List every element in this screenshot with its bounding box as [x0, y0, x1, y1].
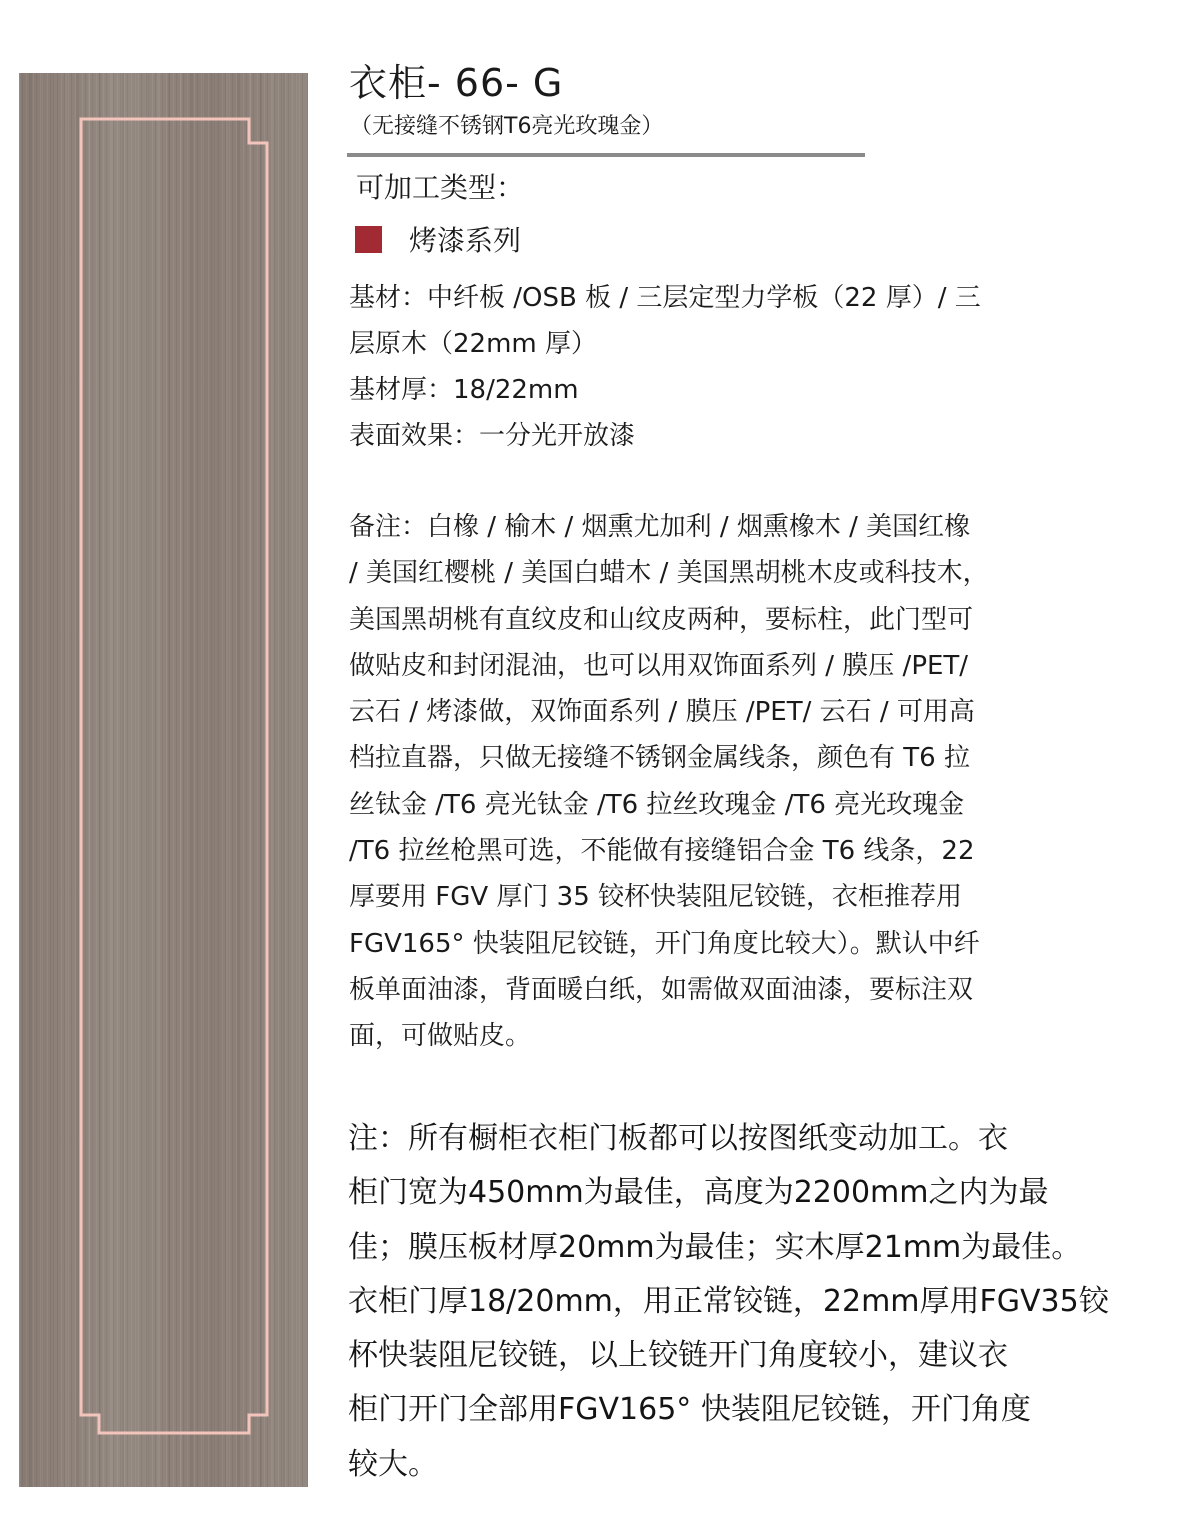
series-item — [355, 221, 521, 257]
remark-line: 备注：白橡 / 榆木 / 烟熏尤加利 / 烟熏橡木 / 美国红橡 — [349, 512, 971, 542]
door-panel-image — [19, 73, 308, 1487]
remark-line: 板单面油漆，背面暖白纸，如需做双面油漆，要标注双 — [349, 974, 974, 1005]
processing-type-label: 可加工类型： — [356, 171, 525, 204]
series-label: 烤漆系列 — [409, 224, 522, 257]
note-line: 杯快装阻尼铰链，以上铰链开门角度较小，建议衣 — [348, 1338, 1008, 1374]
spec-line: 基材：中纤板 /OSB 板 / 三层定型力学板（22 厚）/ 三 — [349, 283, 981, 313]
product-title: 衣柜- 66- G — [349, 61, 564, 105]
remark-line: FGV165° 快装阻尼铰链，开门角度比较大）。默认中纤 — [349, 928, 980, 959]
product-subtitle: （无接缝不锈钢T6亮光玫瑰金） — [350, 114, 664, 139]
remark-line: / 美国红樱桃 / 美国白蜡木 / 美国黑胡桃木皮或科技木， — [349, 558, 989, 589]
note-line: 柜门开门全部用FGV165° 快装阻尼铰链，开门角度 — [348, 1392, 1031, 1428]
remark-block — [349, 504, 1149, 1060]
note-line: 较大。 — [348, 1446, 438, 1482]
spec-line: 表面效果：一分光开放漆 — [349, 421, 636, 451]
note-line: 衣柜门厚18/20mm，用正常铰链，22mm厚用FGV35铰 — [348, 1283, 1109, 1319]
remark-line: 丝钛金 /T6 亮光钛金 /T6 拉丝玫瑰金 /T6 亮光玫瑰金 — [349, 789, 965, 820]
specs-block — [349, 275, 1149, 459]
note-line: 佳；膜压板材厚20mm为最佳；实木厚21mm为最佳。 — [348, 1229, 1082, 1265]
title-divider — [347, 153, 865, 157]
remark-line: 面，可做贴皮。 — [349, 1021, 532, 1052]
series-color-swatch — [355, 226, 382, 253]
remark-line: 做贴皮和封闭混油，也可以用双饰面系列 / 膜压 /PET/ — [349, 650, 969, 681]
note-line: 柜门宽为450mm为最佳，高度为2200mm之内为最 — [348, 1175, 1049, 1211]
remark-line: 美国黑胡桃有直纹皮和山纹皮两种，要标柱，此门型可 — [349, 604, 974, 635]
spec-line: 层原木（22mm 厚） — [349, 329, 598, 359]
note-line: 注：所有橱柜衣柜门板都可以按图纸变动加工。衣 — [348, 1121, 1008, 1156]
remark-line: 档拉直器，只做无接缝不锈钢金属线条，颜色有 T6 拉 — [349, 743, 970, 774]
door-trim-line — [19, 73, 308, 1487]
remark-line: 云石 / 烤漆做，双饰面系列 / 膜压 /PET/ 云石 / 可用高 — [349, 697, 975, 728]
remark-line: 厚要用 FGV 厚门 35 铰杯快装阻尼铰链，衣柜推荐用 — [349, 882, 963, 913]
remark-line: /T6 拉丝枪黑可选，不能做有接缝铝合金 T6 线条，22 — [349, 836, 975, 867]
note-block — [348, 1112, 1158, 1492]
spec-line: 基材厚：18/22mm — [349, 375, 579, 405]
